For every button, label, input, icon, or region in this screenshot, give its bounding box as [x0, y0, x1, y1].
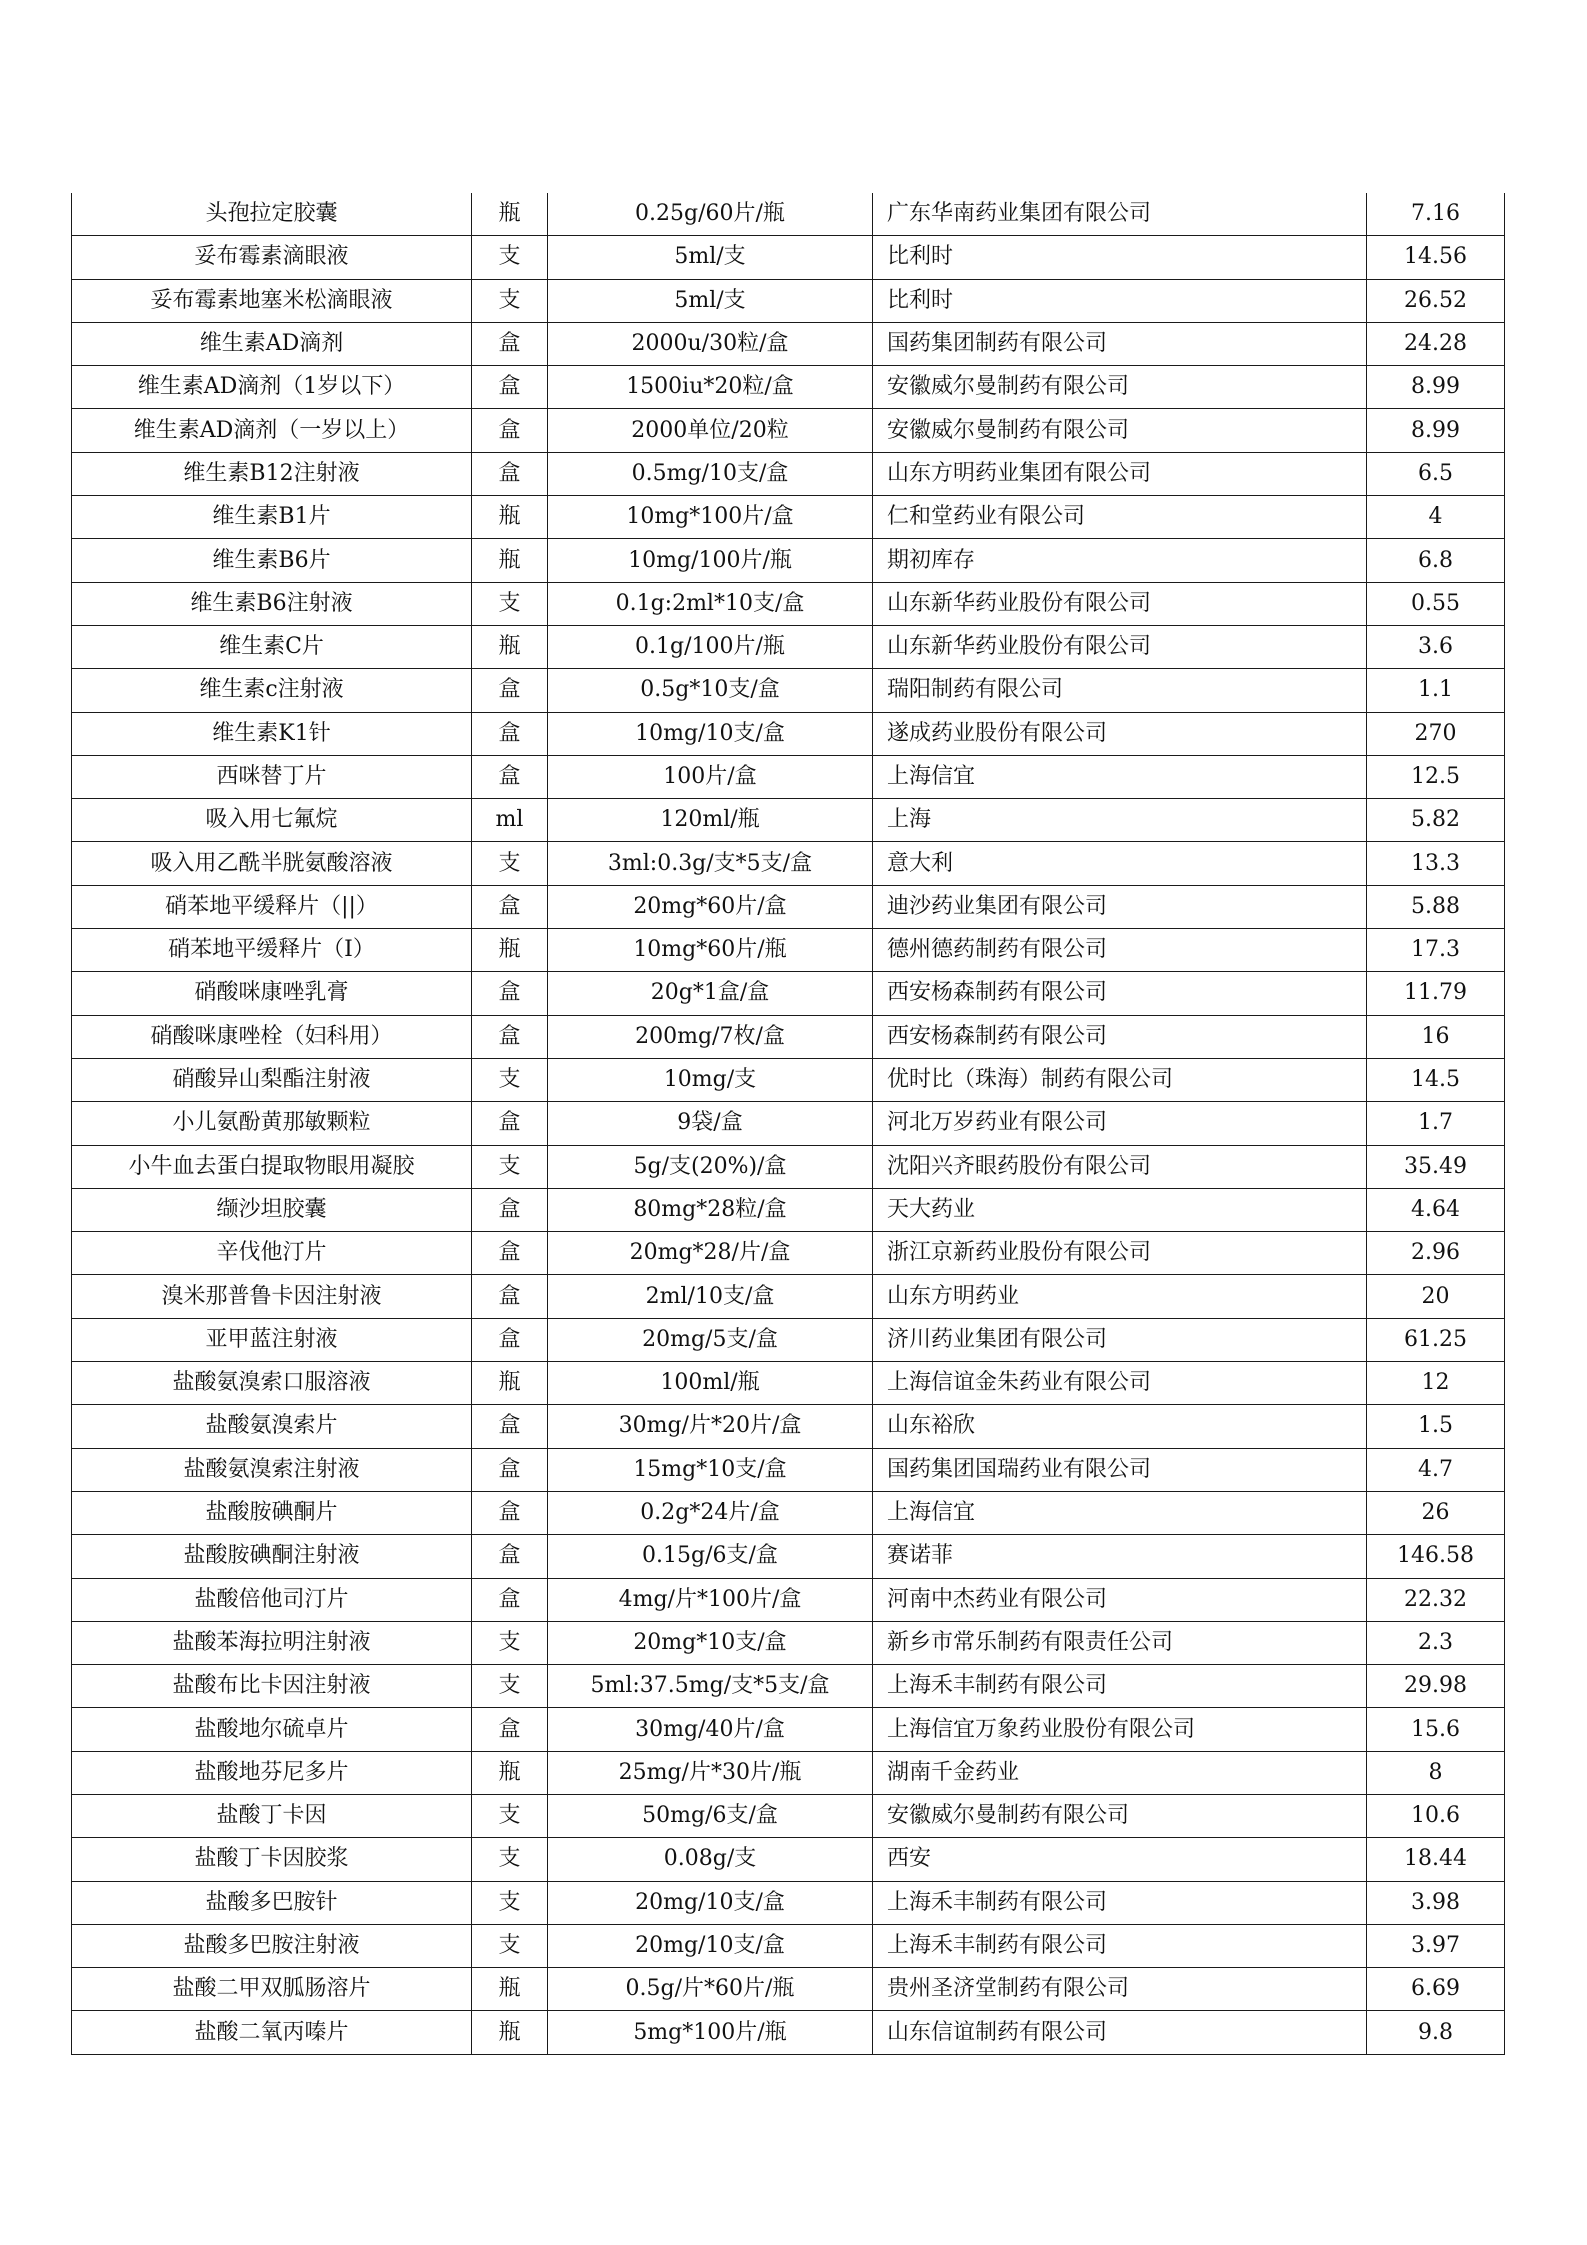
unit-cell: 盒 [472, 1232, 548, 1275]
specification-cell: 0.5mg/10支/盒 [548, 452, 873, 495]
table-row [72, 193, 1505, 236]
unit-cell: 支 [472, 1665, 548, 1708]
unit-cell: 瓶 [472, 1968, 548, 2011]
price-cell: 3.98 [1367, 1881, 1505, 1924]
table-row [72, 799, 1505, 842]
price-cell: 5.82 [1367, 799, 1505, 842]
unit-cell: 支 [472, 582, 548, 625]
drug-name-cell: 缬沙坦胶囊 [72, 1188, 472, 1231]
drug-name-cell: 盐酸胺碘酮注射液 [72, 1535, 472, 1578]
specification-cell: 5g/支(20%)/盒 [548, 1145, 873, 1188]
price-cell: 5.88 [1367, 885, 1505, 928]
table-row [72, 452, 1505, 495]
manufacturer-cell: 迪沙药业集团有限公司 [873, 885, 1367, 928]
unit-cell: 支 [472, 842, 548, 885]
price-cell: 20 [1367, 1275, 1505, 1318]
drug-name-cell: 小儿氨酚黄那敏颗粒 [72, 1102, 472, 1145]
table-row [72, 1275, 1505, 1318]
specification-cell: 10mg*100片/盒 [548, 496, 873, 539]
manufacturer-cell: 济川药业集团有限公司 [873, 1318, 1367, 1361]
price-cell: 26.52 [1367, 279, 1505, 322]
specification-cell: 2000单位/20粒 [548, 409, 873, 452]
price-cell: 3.6 [1367, 625, 1505, 668]
manufacturer-cell: 天大药业 [873, 1188, 1367, 1231]
table-row [72, 1794, 1505, 1837]
price-cell: 146.58 [1367, 1535, 1505, 1578]
drug-name-cell: 辛伐他汀片 [72, 1232, 472, 1275]
specification-cell: 20mg*28/片/盒 [548, 1232, 873, 1275]
unit-cell: 盒 [472, 452, 548, 495]
manufacturer-cell: 比利时 [873, 279, 1367, 322]
specification-cell: 5mg*100片/瓶 [548, 2011, 873, 2054]
manufacturer-cell: 山东新华药业股份有限公司 [873, 582, 1367, 625]
specification-cell: 9袋/盒 [548, 1102, 873, 1145]
drug-name-cell: 盐酸丁卡因胶浆 [72, 1838, 472, 1881]
price-cell: 17.3 [1367, 929, 1505, 972]
table-row [72, 1145, 1505, 1188]
table-row [72, 539, 1505, 582]
specification-cell: 10mg/100片/瓶 [548, 539, 873, 582]
manufacturer-cell: 浙江京新药业股份有限公司 [873, 1232, 1367, 1275]
unit-cell: 瓶 [472, 1751, 548, 1794]
unit-cell: 盒 [472, 885, 548, 928]
manufacturer-cell: 上海禾丰制药有限公司 [873, 1665, 1367, 1708]
unit-cell: 盒 [472, 1448, 548, 1491]
manufacturer-cell: 意大利 [873, 842, 1367, 885]
drug-name-cell: 盐酸丁卡因 [72, 1794, 472, 1837]
unit-cell: 支 [472, 279, 548, 322]
price-cell: 8.99 [1367, 409, 1505, 452]
price-cell: 4 [1367, 496, 1505, 539]
table-row [72, 755, 1505, 798]
specification-cell: 50mg/6支/盒 [548, 1794, 873, 1837]
table-row [72, 1405, 1505, 1448]
price-cell: 9.8 [1367, 2011, 1505, 2054]
table-row [72, 712, 1505, 755]
specification-cell: 15mg*10支/盒 [548, 1448, 873, 1491]
table-row [72, 1838, 1505, 1881]
unit-cell: 支 [472, 1058, 548, 1101]
unit-cell: 瓶 [472, 539, 548, 582]
table-row [72, 1535, 1505, 1578]
price-cell: 2.96 [1367, 1232, 1505, 1275]
drug-name-cell: 盐酸二甲双胍肠溶片 [72, 1968, 472, 2011]
manufacturer-cell: 广东华南药业集团有限公司 [873, 193, 1367, 236]
manufacturer-cell: 上海信宜万象药业股份有限公司 [873, 1708, 1367, 1751]
specification-cell: 20mg/10支/盒 [548, 1924, 873, 1967]
price-cell: 15.6 [1367, 1708, 1505, 1751]
drug-price-table [71, 193, 1505, 2055]
table-row [72, 1924, 1505, 1967]
table-row [72, 409, 1505, 452]
drug-name-cell: 头孢拉定胶囊 [72, 193, 472, 236]
unit-cell: 盒 [472, 1102, 548, 1145]
unit-cell: 支 [472, 236, 548, 279]
manufacturer-cell: 河北万岁药业有限公司 [873, 1102, 1367, 1145]
drug-name-cell: 妥布霉素地塞米松滴眼液 [72, 279, 472, 322]
specification-cell: 5ml:37.5mg/支*5支/盒 [548, 1665, 873, 1708]
unit-cell: 盒 [472, 972, 548, 1015]
drug-name-cell: 盐酸倍他司汀片 [72, 1578, 472, 1621]
manufacturer-cell: 新乡市常乐制药有限责任公司 [873, 1621, 1367, 1664]
unit-cell: 盒 [472, 1275, 548, 1318]
table-row [72, 1015, 1505, 1058]
unit-cell: 支 [472, 1145, 548, 1188]
price-cell: 1.1 [1367, 669, 1505, 712]
price-cell: 14.5 [1367, 1058, 1505, 1101]
drug-name-cell: 吸入用七氟烷 [72, 799, 472, 842]
specification-cell: 0.1g:2ml*10支/盒 [548, 582, 873, 625]
specification-cell: 20mg*60片/盒 [548, 885, 873, 928]
drug-name-cell: 维生素AD滴剂（1岁以下） [72, 366, 472, 409]
drug-name-cell: 硝酸异山梨酯注射液 [72, 1058, 472, 1101]
specification-cell: 30mg/40片/盒 [548, 1708, 873, 1751]
manufacturer-cell: 西安 [873, 1838, 1367, 1881]
drug-name-cell: 维生素AD滴剂（一岁以上） [72, 409, 472, 452]
drug-name-cell: 小牛血去蛋白提取物眼用凝胶 [72, 1145, 472, 1188]
unit-cell: 支 [472, 1794, 548, 1837]
price-cell: 35.49 [1367, 1145, 1505, 1188]
price-cell: 8.99 [1367, 366, 1505, 409]
drug-name-cell: 盐酸布比卡因注射液 [72, 1665, 472, 1708]
specification-cell: 80mg*28粒/盒 [548, 1188, 873, 1231]
manufacturer-cell: 安徽威尔曼制药有限公司 [873, 409, 1367, 452]
table-row [72, 1578, 1505, 1621]
manufacturer-cell: 安徽威尔曼制药有限公司 [873, 1794, 1367, 1837]
specification-cell: 0.5g*10支/盒 [548, 669, 873, 712]
price-cell: 2.3 [1367, 1621, 1505, 1664]
drug-name-cell: 盐酸二氧丙嗪片 [72, 2011, 472, 2054]
price-cell: 11.79 [1367, 972, 1505, 1015]
manufacturer-cell: 贵州圣济堂制药有限公司 [873, 1968, 1367, 2011]
unit-cell: 瓶 [472, 496, 548, 539]
price-cell: 24.28 [1367, 322, 1505, 365]
manufacturer-cell: 河南中杰药业有限公司 [873, 1578, 1367, 1621]
unit-cell: 瓶 [472, 193, 548, 236]
manufacturer-cell: 优时比（珠海）制药有限公司 [873, 1058, 1367, 1101]
manufacturer-cell: 德州德药制药有限公司 [873, 929, 1367, 972]
unit-cell: 盒 [472, 322, 548, 365]
manufacturer-cell: 上海禾丰制药有限公司 [873, 1924, 1367, 1967]
specification-cell: 3ml:0.3g/支*5支/盒 [548, 842, 873, 885]
drug-name-cell: 维生素K1针 [72, 712, 472, 755]
drug-name-cell: 溴米那普鲁卡因注射液 [72, 1275, 472, 1318]
unit-cell: 支 [472, 1924, 548, 1967]
specification-cell: 120ml/瓶 [548, 799, 873, 842]
unit-cell: 盒 [472, 1188, 548, 1231]
drug-name-cell: 盐酸多巴胺针 [72, 1881, 472, 1924]
drug-name-cell: 盐酸氨溴索片 [72, 1405, 472, 1448]
specification-cell: 30mg/片*20片/盒 [548, 1405, 873, 1448]
unit-cell: 盒 [472, 712, 548, 755]
table-row [72, 1621, 1505, 1664]
manufacturer-cell: 上海信谊金朱药业有限公司 [873, 1362, 1367, 1405]
drug-name-cell: 盐酸多巴胺注射液 [72, 1924, 472, 1967]
specification-cell: 2000u/30粒/盒 [548, 322, 873, 365]
unit-cell: 盒 [472, 669, 548, 712]
drug-name-cell: 维生素AD滴剂 [72, 322, 472, 365]
drug-name-cell: 硝苯地平缓释片（||） [72, 885, 472, 928]
table-row [72, 1318, 1505, 1361]
table-row [72, 1708, 1505, 1751]
table-row [72, 1102, 1505, 1145]
drug-table-body [72, 193, 1505, 2054]
manufacturer-cell: 上海信宜 [873, 1491, 1367, 1534]
unit-cell: 盒 [472, 409, 548, 452]
unit-cell: 瓶 [472, 625, 548, 668]
price-cell: 12.5 [1367, 755, 1505, 798]
table-row [72, 1881, 1505, 1924]
manufacturer-cell: 湖南千金药业 [873, 1751, 1367, 1794]
price-cell: 10.6 [1367, 1794, 1505, 1837]
table-row [72, 842, 1505, 885]
price-cell: 1.7 [1367, 1102, 1505, 1145]
specification-cell: 0.5g/片*60片/瓶 [548, 1968, 873, 2011]
price-cell: 6.8 [1367, 539, 1505, 582]
table-row [72, 885, 1505, 928]
manufacturer-cell: 上海信宜 [873, 755, 1367, 798]
price-cell: 4.7 [1367, 1448, 1505, 1491]
specification-cell: 20g*1盒/盒 [548, 972, 873, 1015]
unit-cell: 盒 [472, 755, 548, 798]
manufacturer-cell: 西安杨森制药有限公司 [873, 1015, 1367, 1058]
manufacturer-cell: 瑞阳制药有限公司 [873, 669, 1367, 712]
price-cell: 4.64 [1367, 1188, 1505, 1231]
specification-cell: 100ml/瓶 [548, 1362, 873, 1405]
manufacturer-cell: 山东裕欣 [873, 1405, 1367, 1448]
drug-name-cell: 硝酸咪康唑乳膏 [72, 972, 472, 1015]
drug-name-cell: 硝酸咪康唑栓（妇科用） [72, 1015, 472, 1058]
table-row [72, 366, 1505, 409]
specification-cell: 20mg/10支/盒 [548, 1881, 873, 1924]
unit-cell: 瓶 [472, 2011, 548, 2054]
table-row [72, 669, 1505, 712]
price-cell: 18.44 [1367, 1838, 1505, 1881]
specification-cell: 2ml/10支/盒 [548, 1275, 873, 1318]
specification-cell: 20mg/5支/盒 [548, 1318, 873, 1361]
price-cell: 16 [1367, 1015, 1505, 1058]
manufacturer-cell: 上海禾丰制药有限公司 [873, 1881, 1367, 1924]
drug-name-cell: 维生素B12注射液 [72, 452, 472, 495]
manufacturer-cell: 上海 [873, 799, 1367, 842]
price-cell: 6.69 [1367, 1968, 1505, 2011]
specification-cell: 1500iu*20粒/盒 [548, 366, 873, 409]
drug-name-cell: 维生素B6片 [72, 539, 472, 582]
drug-name-cell: 盐酸苯海拉明注射液 [72, 1621, 472, 1664]
table-row [72, 972, 1505, 1015]
price-cell: 6.5 [1367, 452, 1505, 495]
price-cell: 270 [1367, 712, 1505, 755]
unit-cell: 盒 [472, 1318, 548, 1361]
specification-cell: 20mg*10支/盒 [548, 1621, 873, 1664]
drug-name-cell: 维生素c注射液 [72, 669, 472, 712]
price-cell: 22.32 [1367, 1578, 1505, 1621]
price-cell: 61.25 [1367, 1318, 1505, 1361]
table-row [72, 1968, 1505, 2011]
table-row [72, 279, 1505, 322]
table-row [72, 625, 1505, 668]
unit-cell: 瓶 [472, 1362, 548, 1405]
specification-cell: 0.25g/60片/瓶 [548, 193, 873, 236]
specification-cell: 10mg*60片/瓶 [548, 929, 873, 972]
manufacturer-cell: 安徽威尔曼制药有限公司 [873, 366, 1367, 409]
manufacturer-cell: 遂成药业股份有限公司 [873, 712, 1367, 755]
table-row [72, 1751, 1505, 1794]
specification-cell: 100片/盒 [548, 755, 873, 798]
specification-cell: 25mg/片*30片/瓶 [548, 1751, 873, 1794]
specification-cell: 0.1g/100片/瓶 [548, 625, 873, 668]
drug-name-cell: 维生素B6注射液 [72, 582, 472, 625]
manufacturer-cell: 比利时 [873, 236, 1367, 279]
manufacturer-cell: 沈阳兴齐眼药股份有限公司 [873, 1145, 1367, 1188]
unit-cell: 盒 [472, 1405, 548, 1448]
manufacturer-cell: 期初库存 [873, 539, 1367, 582]
table-row [72, 2011, 1505, 2054]
drug-name-cell: 盐酸氨溴索注射液 [72, 1448, 472, 1491]
price-cell: 7.16 [1367, 193, 1505, 236]
specification-cell: 0.15g/6支/盒 [548, 1535, 873, 1578]
specification-cell: 10mg/支 [548, 1058, 873, 1101]
table-row [72, 1232, 1505, 1275]
manufacturer-cell: 国药集团国瑞药业有限公司 [873, 1448, 1367, 1491]
table-row [72, 929, 1505, 972]
price-cell: 14.56 [1367, 236, 1505, 279]
unit-cell: 盒 [472, 1015, 548, 1058]
unit-cell: 盒 [472, 1578, 548, 1621]
manufacturer-cell: 西安杨森制药有限公司 [873, 972, 1367, 1015]
manufacturer-cell: 国药集团制药有限公司 [873, 322, 1367, 365]
manufacturer-cell: 山东方明药业 [873, 1275, 1367, 1318]
manufacturer-cell: 仁和堂药业有限公司 [873, 496, 1367, 539]
drug-name-cell: 盐酸地芬尼多片 [72, 1751, 472, 1794]
manufacturer-cell: 山东方明药业集团有限公司 [873, 452, 1367, 495]
drug-name-cell: 西咪替丁片 [72, 755, 472, 798]
price-cell: 13.3 [1367, 842, 1505, 885]
table-row [72, 1058, 1505, 1101]
unit-cell: 瓶 [472, 929, 548, 972]
table-row [72, 1665, 1505, 1708]
table-row [72, 1448, 1505, 1491]
price-cell: 0.55 [1367, 582, 1505, 625]
drug-name-cell: 亚甲蓝注射液 [72, 1318, 472, 1361]
drug-name-cell: 盐酸地尔硫卓片 [72, 1708, 472, 1751]
unit-cell: 盒 [472, 366, 548, 409]
price-cell: 26 [1367, 1491, 1505, 1534]
unit-cell: ml [472, 799, 548, 842]
manufacturer-cell: 赛诺菲 [873, 1535, 1367, 1578]
drug-name-cell: 妥布霉素滴眼液 [72, 236, 472, 279]
specification-cell: 200mg/7枚/盒 [548, 1015, 873, 1058]
table-row [72, 496, 1505, 539]
specification-cell: 4mg/片*100片/盒 [548, 1578, 873, 1621]
unit-cell: 支 [472, 1881, 548, 1924]
table-row [72, 1362, 1505, 1405]
specification-cell: 0.2g*24片/盒 [548, 1491, 873, 1534]
table-row [72, 582, 1505, 625]
unit-cell: 盒 [472, 1491, 548, 1534]
drug-name-cell: 盐酸胺碘酮片 [72, 1491, 472, 1534]
price-cell: 1.5 [1367, 1405, 1505, 1448]
price-cell: 8 [1367, 1751, 1505, 1794]
unit-cell: 支 [472, 1621, 548, 1664]
drug-name-cell: 维生素C片 [72, 625, 472, 668]
specification-cell: 10mg/10支/盒 [548, 712, 873, 755]
table-row [72, 236, 1505, 279]
manufacturer-cell: 山东信谊制药有限公司 [873, 2011, 1367, 2054]
price-cell: 29.98 [1367, 1665, 1505, 1708]
price-cell: 12 [1367, 1362, 1505, 1405]
drug-name-cell: 吸入用乙酰半胱氨酸溶液 [72, 842, 472, 885]
unit-cell: 盒 [472, 1708, 548, 1751]
unit-cell: 盒 [472, 1535, 548, 1578]
price-cell: 3.97 [1367, 1924, 1505, 1967]
drug-name-cell: 硝苯地平缓释片（I） [72, 929, 472, 972]
drug-name-cell: 维生素B1片 [72, 496, 472, 539]
specification-cell: 5ml/支 [548, 236, 873, 279]
drug-name-cell: 盐酸氨溴索口服溶液 [72, 1362, 472, 1405]
table-row [72, 1491, 1505, 1534]
specification-cell: 5ml/支 [548, 279, 873, 322]
table-row [72, 1188, 1505, 1231]
manufacturer-cell: 山东新华药业股份有限公司 [873, 625, 1367, 668]
specification-cell: 0.08g/支 [548, 1838, 873, 1881]
table-row [72, 322, 1505, 365]
unit-cell: 支 [472, 1838, 548, 1881]
